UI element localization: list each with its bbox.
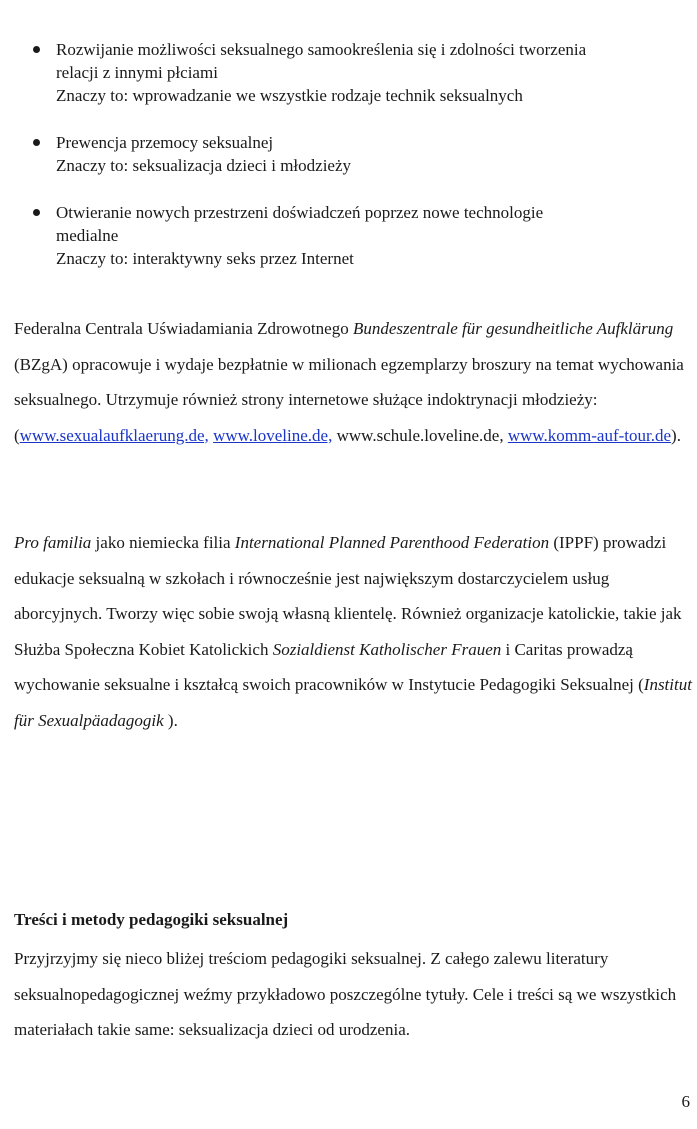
list-item-meaning: Znaczy to: interaktywny seks przez Internet (56, 249, 354, 268)
paragraph-bzga: Federalna Centrala Uświadamiania Zdrowotnego Bundeszentrale für gesundheitliche Aufklärung (BZgA) opracowuje i wydaje bezpłatnie w milionach egzemplarzy broszury na temat wychowania seksualnego. Utrzymuje również strony internetowe służące indoktrynacji młodzieży: (www.sexualaufklaerung.de, www.loveline.de, www.schule.loveline.de, www.komm-auf-tour.de). (14, 319, 684, 445)
list-item-text: Otwieranie nowych przestrzeni doświadczeń poprzez nowe technologie (56, 203, 544, 222)
italic-term: International Planned Parenthood Federation (234, 533, 550, 552)
list-item-text: Rozwijanie możliwości seksualnego samookreślenia się i zdolności tworzenia (56, 40, 587, 59)
paragraph-pro-familia: Pro familia jako niemiecka filia International Planned Parenthood Federation (IPPF) prowadzi edukacje seksualną w szkołach i równocześnie jest największym dostarczycielem usług aborcyjnych. Tworzy więc sobie swoją własną klientelę. Również organizacje katolickie, takie jak Służba Społeczna Kobiet Katolickich Sozialdienst Katholischer Frauen i Caritas prowadzą wychowanie seksualne i kształcą swoich pracowników w Instytucie Pedagogiki Seksualnej (Institut für Sexualpäadagogik ). (14, 533, 692, 730)
link-komm-auf-tour[interactable]: www.komm-auf-tour.de (507, 425, 672, 445)
bullet-dot-icon (33, 209, 40, 216)
list-item (0, 201, 697, 270)
italic-term: Bundeszentrale für gesundheitliche Aufklärung (352, 319, 674, 338)
italic-term: Sozialdienst Katholischer Frauen (272, 639, 502, 659)
list-item-text: medialne (56, 226, 119, 245)
bullet-dot-icon (33, 46, 40, 53)
list-item (0, 38, 697, 107)
italic-term: Institut für Sexualpäadagogik (14, 675, 692, 730)
bullet-list (0, 38, 697, 294)
list-item-meaning: Znaczy to: wprowadzanie we wszystkie rodzaje technik seksualnych (56, 86, 523, 105)
link-loveline[interactable]: www.loveline.de, (213, 425, 333, 445)
page-number: 6 (681, 1092, 690, 1111)
link-sexualaufklaerung[interactable]: www.sexualaufklaerung.de, (19, 425, 209, 445)
section-body: Przyjrzyjmy się nieco bliżej treściom pedagogiki seksualnej. Z całego zalewu literatury seksualnopedagogicznej weźmy przykładowo poszczególne tytuły. Cele i treści są we wszystkich materiałach takie same: seksualizacja dzieci od urodzenia. (14, 949, 677, 1039)
list-item (0, 131, 697, 177)
list-item-meaning: Znaczy to: seksualizacja dzieci i młodzieży (56, 156, 352, 175)
italic-term: Pro familia (14, 533, 92, 552)
bullet-dot-icon (33, 139, 40, 146)
list-item-text: relacji z innymi płciami (56, 63, 218, 82)
section-content-methods (14, 910, 694, 1048)
section-heading: Treści i metody pedagogiki seksualnej (14, 910, 289, 929)
list-item-text: Prewencja przemocy seksualnej (56, 133, 274, 152)
